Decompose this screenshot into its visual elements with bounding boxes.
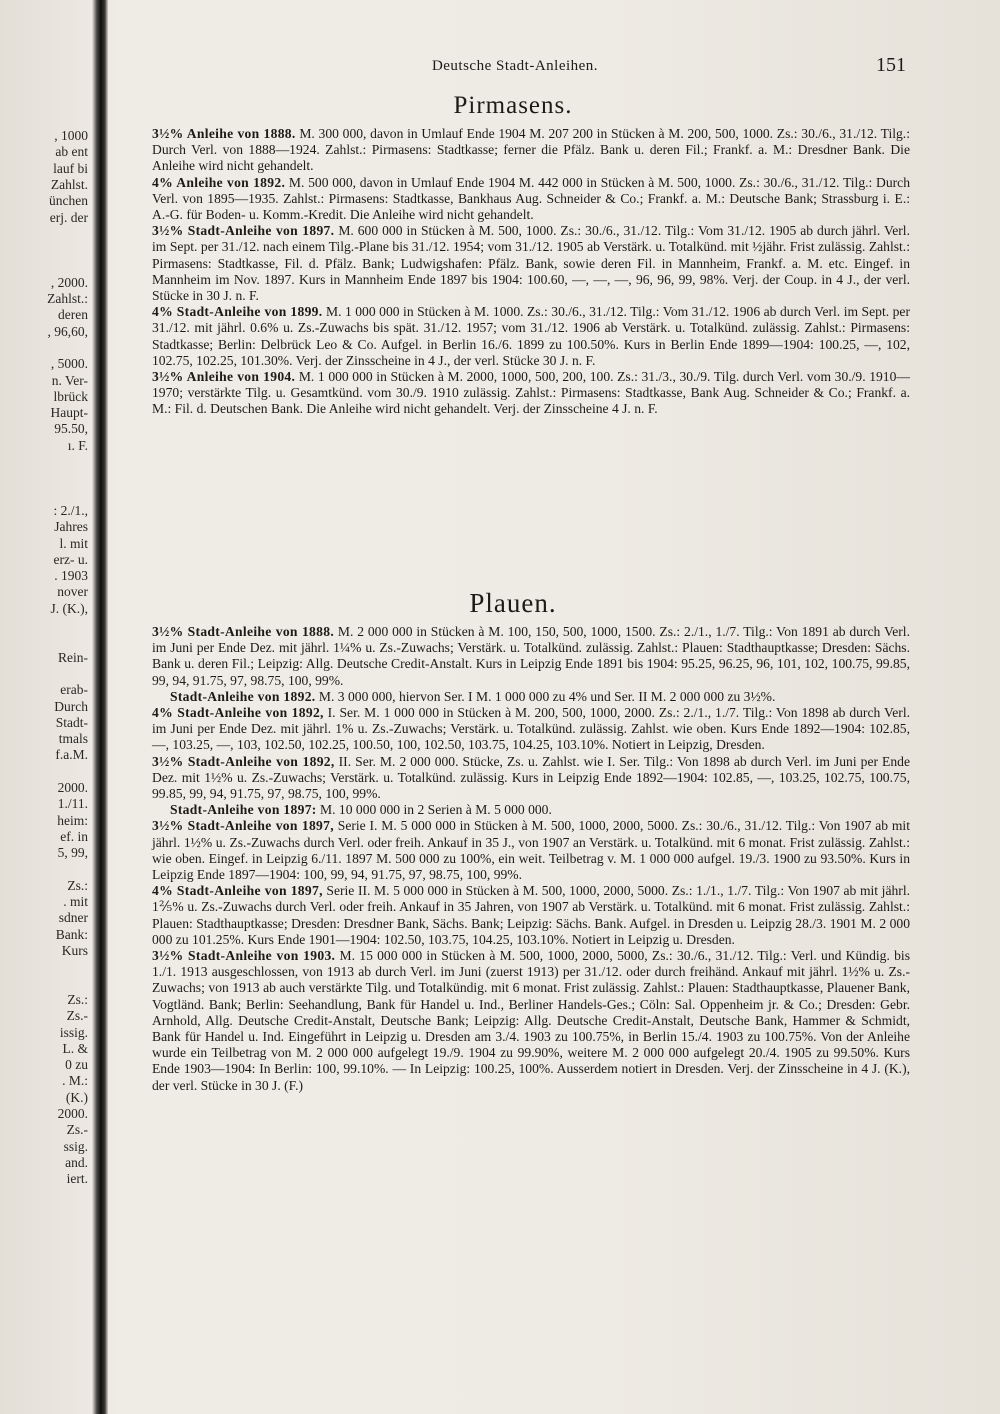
left-page-text-fragment: Zahlst. — [50, 176, 88, 192]
left-page-text-fragment: erab- — [60, 682, 88, 698]
pirmasens-bond-list — [118, 126, 910, 418]
left-page-text-fragment: Haupt- — [50, 405, 88, 421]
bond-title: 3½% Anleihe von 1904. — [152, 369, 296, 385]
page-number: 151 — [876, 54, 906, 76]
bond-entry — [118, 175, 910, 224]
left-page-text-fragment: 0 zu — [65, 1057, 88, 1073]
bond-text: M. 1 000 000 in Stücken à M. 2000, 1000, 500, 200, 100. Zs.: 31./3., 30./9. Tilg. durch Verl. vom 30./9. 1910—1970; verstärkte Tilg. u. Gesamtkünd. vom 30./9. 1910 zulässig. Zahlst.: Pirmasens: Stadtkasse, Bank Aug. Schneider & Co.; Frankf. a. M.: Fil. d. Deutschen Bank. Die Anleihe wird nicht gehandelt. Verj. der Zinsscheine 4 J. n. F. — [152, 369, 910, 417]
left-page-text-fragment: , 1000 — [54, 128, 88, 143]
left-page-text-fragment: . M.: — [62, 1073, 88, 1089]
left-page-text-fragment: 1./11. — [57, 796, 88, 812]
left-page-text-fragment: ab ent — [55, 144, 88, 160]
bond-title: 3½% Stadt-Anleihe von 1892, — [152, 753, 335, 769]
left-page-text-fragment: ı. F. — [67, 437, 88, 453]
left-page-text-fragment: l. mit — [59, 535, 88, 551]
bond-entry — [118, 802, 910, 818]
bond-text: M. 15 000 000 in Stücken à M. 500, 1000, 2000, 5000, Zs.: 30./6., 31./12. Tilg.: Verl. und Kündig. bis 1./1. 1913 ausgeschlossen, von 1913 ab durch Verl. im Juni (zuerst 1913) per 31./12. oder durch freihänd. Ankauf mit jährl. 1½% u. Zs.-Zuwachs; von 1913 ab auch verstärkte Tilg. und Totalkündig. mit 6 monat. Frist zulässig. Zahlst.: Plauen: Stadthauptkasse, Plauener Bank, Vogtländ. Bank; Berlin: Seehandlung, Bank für Handel u. Ind., Berliner Handels-Ges.; Cöln: Sal. Oppenheim jr. & Co.; Dresden: Gebr. Arnhold, Allg. Deutsche Credit-Anstalt, Deutsche Bank; Leipzig: Allg. Deutsche Credit-Anstalt, Deutsche Bank, Hammer & Schmidt, Bank für Handel u. Ind. Eingeführt in Leipzig u. Dresden am 3./4. 1903 zu 100.75%, in Berlin 15./4. 1903 zu 100.75%. Von der Anleihe wurde ein Teilbetrag von M. 2 000 000 aufgelegt 19./9. 1904 zu 99.90%, weitere M. 2 000 000 aufgelegt 20./4. 1905 zu 99.50%. Kurs Ende 1903—1904: In Berlin: 100, 99.10%. — In Leipzig: 100.25, 100%. Ausserdem notiert in Dresden. Verj. der Zinsscheine in 4 J. (K.), der verl. Stücke in 30 J. (F.) — [152, 948, 910, 1093]
bond-entry — [118, 883, 910, 948]
left-page-text-fragment: f.a.M. — [55, 747, 88, 763]
bond-text: M. 600 000 in Stücken à M. 500, 1000. Zs.: 30./6., 31./12. Tilg.: Vom 31./12. 1905 ab durch jährl. Verl. im Sept. per 31./12. nach einem Tilg.-Plane bis 31./12. 1954; vom 31./12. 1905 ab Verstärk. u. Totalkünd. mit ½jähr. Frist zulässig. Zahlst.: Pirmasens: Stadtkasse, Fil. d. Pfälz. Bank; Ludwigshafen: Pfälz. Bank, sowie deren Fil. in Mannheim, Frankf. a. M. etc. Eingef. in Mannheim im Nov. 1897. Kurs in Mannheim Ende 1897 bis 1904: 100.60, —, —, —, 96, 96, 99, 98%. Verj. der Coup. in 4 J., der verl. Stücke in 30 J. n. F. — [152, 223, 910, 304]
left-page-text-fragment: nover — [57, 584, 88, 600]
left-page-text-fragment: Zs.: — [67, 877, 88, 893]
bond-entry — [118, 126, 910, 175]
bond-text: Serie I. M. 5 000 000 in Stücken à M. 500, 1000, 2000, 5000. Zs.: 30./6., 31./12. Tilg.: Von 1907 ab mit jährl. 1½% u. Zs.-Zuwachs durch Verl. oder freih. Ankauf in 35 J., von 1907 an Verstärk. u. Totalkünd. mit 6 monat. Frist zulässig. Zahlst.: wie oben. Eingef. in Leipzig 6./11. 1897 M. 500 000 zu 100%, ein weit. Teilbetrag v. M. 1 000 000 aufgel. 19./3. 1900 zu 93.50%. Kurs in Leipzig Ende 1897—1904: 100, 99, 94, 91.75, 97, 98.75, 100, 99%. — [152, 818, 910, 883]
bond-title: Stadt-Anleihe von 1897: — [170, 802, 317, 818]
bond-title: 3½% Stadt-Anleihe von 1897. — [152, 223, 335, 239]
bond-entry — [118, 948, 910, 1094]
bond-title: 4% Anleihe von 1892. — [152, 174, 286, 190]
left-page-text-fragment: : 2./1., — [53, 502, 88, 518]
left-page-text-fragment: ssig. — [63, 1138, 88, 1154]
bond-entry — [118, 818, 910, 883]
bond-entry — [118, 369, 910, 418]
left-page-text-fragment: n. Ver- — [51, 372, 88, 388]
page-header — [120, 54, 910, 80]
left-page-text-fragment: ünchen — [49, 193, 88, 209]
left-page-text-fragment: heim: — [57, 812, 88, 828]
bond-title: 3½% Stadt-Anleihe von 1897, — [152, 818, 334, 834]
bond-text: M. 300 000, davon in Umlauf Ende 1904 M. 207 200 in Stücken à M. 200, 500, 1000. Zs.: 30./6., 31./12. Tilg.: Durch Verl. von 1888—1924. Zahlst.: Pirmasens: Stadtkasse; ferner die Pfälz. Bank u. deren Fil.; Frankf. a. M.: Dresdner Bank. Die Anleihe wird nicht gehandelt. — [152, 126, 910, 174]
left-page-text-fragment: Kurs — [61, 943, 88, 958]
bond-title: Stadt-Anleihe von 1892. — [170, 688, 316, 704]
left-page-fragment — [0, 0, 92, 1414]
bond-title: 4% Stadt-Anleihe von 1892, — [152, 705, 324, 721]
book-spine-shadow — [92, 0, 108, 1414]
left-page-text-fragment: lauf bi — [53, 160, 88, 176]
bond-entry — [118, 624, 910, 689]
left-page-text-fragment: deren — [58, 307, 88, 323]
bond-title: 3½% Stadt-Anleihe von 1888. — [152, 624, 335, 639]
left-page-text-fragment: J. (K.), — [50, 600, 88, 616]
left-page-text-fragment: 5, 99, — [57, 845, 88, 861]
bond-title: 3½% Anleihe von 1888. — [152, 126, 296, 141]
left-page-text-fragment: erz- u. — [53, 551, 88, 567]
left-page-text-fragment: . 1903 — [54, 568, 88, 584]
left-page-text-fragment: Zs.- — [66, 1008, 88, 1024]
left-page-text-fragment: Jahres — [54, 519, 88, 535]
left-page-text-fragment: L. & — [62, 1040, 88, 1056]
left-page-text-fragment: 2000. — [57, 780, 88, 795]
bond-entry — [118, 304, 910, 369]
city-heading-pirmasens: Pirmasens. — [453, 92, 573, 119]
plauen-bond-list — [118, 624, 910, 1094]
left-page-text-fragment: iert. — [66, 1171, 88, 1187]
left-page-text-fragment: (K.) — [65, 1089, 88, 1105]
left-page-text-fragment: Zahlst.: — [47, 291, 88, 306]
left-page-text-fragment: Zs.- — [66, 1122, 88, 1138]
bond-text: M. 10 000 000 in 2 Serien à M. 5 000 000. — [320, 802, 552, 818]
bond-title: 4% Stadt-Anleihe von 1899. — [152, 304, 323, 320]
left-page-text-fragment: erj. der — [49, 209, 88, 225]
left-page-text-fragment: Rein- — [58, 649, 88, 665]
bond-title: 3½% Stadt-Anleihe von 1903. — [152, 948, 336, 964]
left-page-text-fragment: Zs.: — [67, 991, 88, 1007]
left-page-text-fragment: , 2000. — [50, 274, 88, 290]
city-heading-plauen: Plauen. — [469, 588, 557, 618]
left-page-text-fragment: 95.50, — [54, 421, 88, 437]
bond-title: 4% Stadt-Anleihe von 1897, — [152, 883, 323, 899]
left-page-text-fragment: , 96,60, — [47, 323, 88, 339]
running-title: Deutsche Stadt-Anleihen. — [431, 58, 599, 74]
left-page-text-fragment: and. — [65, 1154, 88, 1170]
left-page-text-fragment: issig. — [59, 1024, 88, 1040]
bond-entry — [118, 754, 910, 803]
left-page-text-fragment: tmals — [58, 731, 88, 747]
left-page-text-fragment: sdner — [58, 910, 88, 926]
bond-text: II. Ser. M. 2 000 000. Stücke, Zs. u. Zahlst. wie I. Ser. Tilg.: Von 1898 ab durch Verl. im Juni per Ende Dez. mit 1½% u. Zs.-Zuwachs; Verstärk. u. Totalkünd. zulässig. Kurs in Leipzig Ende 1892—1904: 102.85, —, 103.25, 102.75, 100.75, 99.85, 99, 94, 91.75, 97, 98.75, 100, 99%. — [152, 753, 910, 802]
bond-text: Serie II. M. 5 000 000 in Stücken à M. 500, 1000, 2000, 5000. Zs.: 1./1., 1./7. Tilg.: Von 1907 ab mit jährl. 1⅖% u. Zs.-Zuwachs durch Verl. oder freih. Ankauf in 35 Jahren, von 1907 ab Verstärk. u. Totalkünd. mit 6 monat. Frist zulässig. Zahlst.: Plauen: Stadthauptkasse; Dresden: Dresdner Bank, Sächs. Bank; Leipzig: Sächs. Bank. Aufgel. in Dresden u. Leipzig 28./3. 1901 M. 2 000 000 zu 101.25%. Kurs Ende 1901—1904: 102.50, 103.75, 104.25, 103.10%. Notiert in Leipzig u. Dresden. — [152, 883, 910, 947]
left-page-text-fragment: Bank: — [55, 926, 88, 942]
left-page-text-fragment: 2000. — [57, 1106, 88, 1121]
left-page-text-fragment: ef. in — [60, 828, 88, 844]
left-page-text-fragment: lbrück — [53, 388, 88, 404]
left-page-text-fragment: Durch — [54, 698, 88, 714]
bond-text: M. 3 000 000, hiervon Ser. I M. 1 000 000 zu 4% und Ser. II M. 2 000 000 zu 3½%. — [318, 688, 776, 704]
bond-entry — [118, 223, 910, 304]
bond-entry — [118, 689, 910, 705]
bond-text: M. 500 000, davon in Umlauf Ende 1904 M. 442 000 in Stücken à M. 500, 1000. Zs.: 30./6., 31./12. Tilg.: Durch Verl. von 1895—1935. Zahlst.: Pirmasens: Stadtkasse, Bankhaus Aug. Schneider & Co.; Frankf. a. M.: Deutsche Bank; Strassburg i. E.: A.-G. für Boden- u. Komm.-Kredit. Die Anleihe wird nicht gehandelt. — [152, 174, 911, 223]
bond-entry — [118, 705, 910, 754]
left-page-text-fragment: , 5000. — [50, 356, 88, 372]
bond-text: M. 2 000 000 in Stücken à M. 100, 150, 500, 1000, 1500. Zs.: 2./1., 1./7. Tilg.: Von 1891 ab durch Verl. im Juni per Ende Dez. mit jährl. 1¼% u. Zs.-Zuwachs; Verstärk. u. Totalkünd. zulässig. Zahlst.: Plauen: Stadthauptkasse; Dresden: Sächs. Bank u. deren Fil.; Leipzig: Allg. Deutsche Credit-Anstalt. Kurs in Leipzig Ende 1891 bis 1904: 95.25, 96.25, 96, 101, 102, 100.75, 99.85, 99, 94, 91.75, 97, 98.75, 100, 99%. — [152, 624, 910, 688]
left-page-text-fragment: Stadt- — [55, 714, 88, 730]
left-page-text-fragment: . mit — [63, 894, 88, 910]
bond-text: I. Ser. M. 1 000 000 in Stücken à M. 200, 500, 1000, 2000. Zs.: 2./1., 1./7. Tilg.: Von 1898 ab durch Verl. im Juni per Ende Dez. mit jährl. 1% u. Zs.-Zuwachs; Verstärk. u. Totalkünd. zulässig. Zahlst. wie oben. Kurs Ende 1892—1904: 102.85, —, 103.25, —, 103, 102.50, 102.25, 100.50, 100, 102.50, 103.75, 104.25, 103.10%. Notiert in Leipzig, Dresden. — [152, 705, 910, 753]
bond-text: M. 1 000 000 in Stücken à M. 1000. Zs.: 30./6., 31./12. Tilg.: Vom 31./12. 1906 ab durch Verl. im Sept. per 31./12. mit jährl. 0.6% u. Zs.-Zuwachs bis spät. 31./12. 1957; vom 31./12. 1906 ab Verstärk. u. Totalkünd. zulässig. Zahlst.: Pirmasens: Stadtkasse; Berlin: Delbrück Leo & Co. Aufgel. in Berlin 16./6. 1899 zu 100.50%. Kurs in Berlin Ende 1899—1904: 100.25, —, 102, 102.75, 102.25, 101.30%. Verj. der Zinsscheine in 4 J., der verl. Stücke 30 J. n. F. — [152, 304, 910, 368]
